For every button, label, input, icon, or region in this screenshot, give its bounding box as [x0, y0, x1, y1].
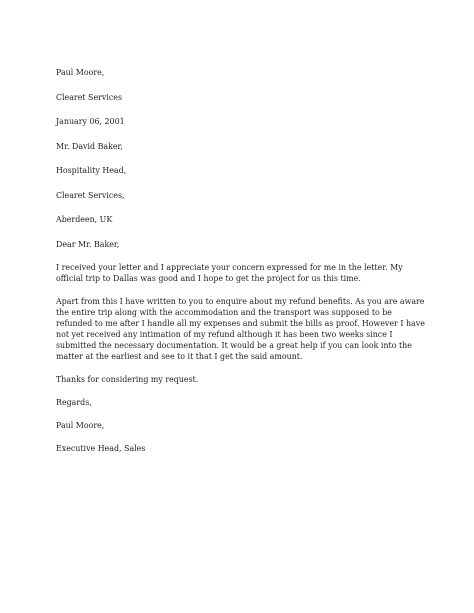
paragraph-1: I received your letter and I appreciate your concern expressed for me in the letter. My official trip to Dallas was good and I hope to get the project for us this time. — [56, 262, 403, 283]
letter-date: January 06, 2001 — [56, 117, 125, 126]
recipient-company: Clearet Services, — [56, 190, 125, 200]
salutation: Dear Mr. Baker, — [56, 239, 120, 249]
sender-company: Clearet Services — [56, 92, 123, 102]
signature-name: Paul Moore, — [56, 420, 105, 430]
sender-name: Paul Moore, — [56, 68, 105, 77]
letter-body — [56, 67, 428, 454]
recipient-name: Mr. David Baker, — [56, 141, 123, 151]
recipient-location: Aberdeen, UK — [56, 215, 113, 224]
closing: Regards, — [56, 397, 92, 407]
thanks-line: Thanks for considering my request. — [56, 374, 199, 384]
paragraph-2: Apart from this I have written to you to enquire about my refund benefits. As you are aware the entire trip along with the accommodation and the transport was supposed to be refunded to me after I handle all my expenses and submit the bills as proof. However I have not yet received any intimation of my refund although it has been two weeks since I submitted the necessary documentation. It would be a great help if you can look into the matter at the earliest and see to it that I get the said amount. — [56, 296, 425, 361]
signature-title: Executive Head, Sales — [56, 443, 146, 453]
recipient-title: Hospitality Head, — [56, 166, 127, 175]
